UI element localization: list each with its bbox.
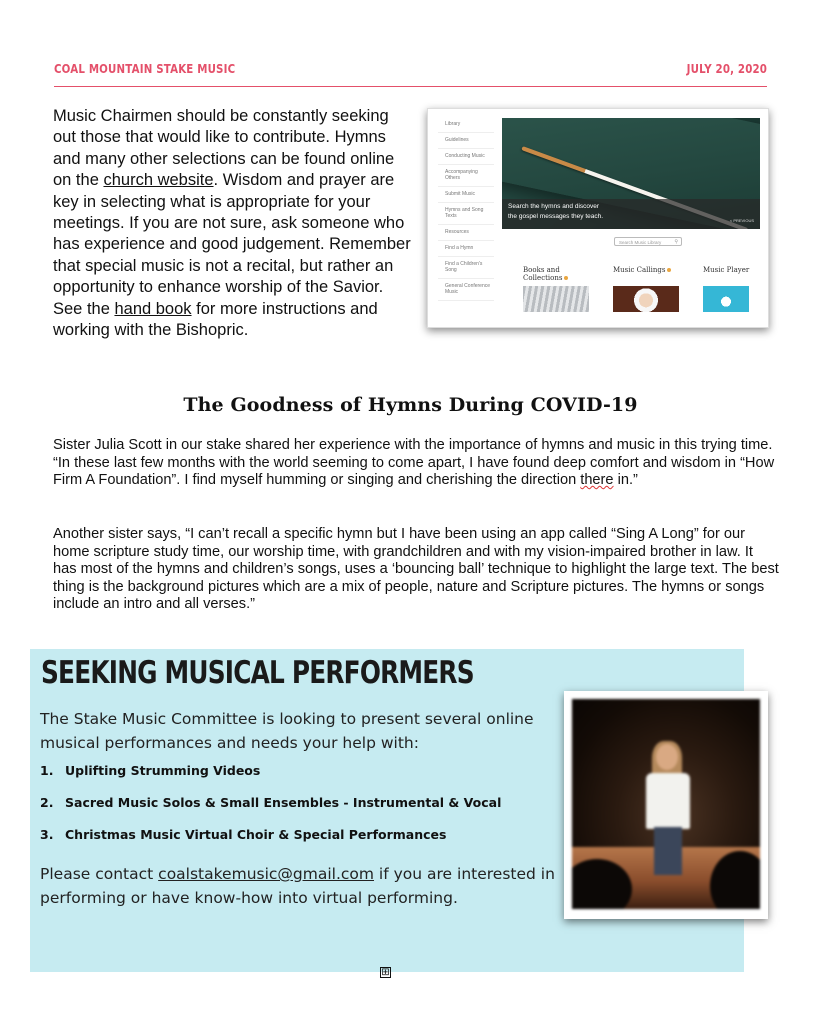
hero-caption: Search the hymns and discover the gospel messages they teach. [502,199,760,229]
hero-previous: < PREVIOUS [729,218,754,223]
sidebar-item: Hymns and Song Texts [438,203,494,225]
performance-list [40,763,501,859]
sidebar-item: Find a Children's Song [438,257,494,279]
list-item: 3. Christmas Music Virtual Choir & Special Performances [40,827,447,842]
church-website-link[interactable]: church website [103,171,214,190]
sidebar-item: Library [438,117,494,133]
hero-image [502,118,760,229]
screenshot-sidebar [438,117,494,301]
list-item: 1. Uplifting Strumming Videos [40,763,261,778]
sidebar-item: Submit Music [438,187,494,203]
section-title-hymns: The Goodness of Hymns During COVID-19 [183,394,638,416]
music-library-screenshot [427,108,769,328]
arrow-icon [667,268,671,272]
screenshot-search: Search Music Library ⚲ [614,237,682,246]
sidebar-item: Conducting Music [438,149,494,165]
performer-photo [564,691,768,919]
contact-paragraph: Please contact coalstakemusic@gmail.com if you are interested in performing or have know-how into virtual performing. [40,865,555,907]
player-thumbnail [703,286,749,312]
sidebar-item: Find a Hymn [438,241,494,257]
handbook-link[interactable]: hand book [114,299,192,318]
newsletter-masthead: COAL MOUNTAIN STAKE MUSIC [54,61,236,76]
sidebar-item: General Conference Music [438,279,494,301]
books-thumbnail [523,286,589,312]
card-books: Books and Collections [523,266,593,282]
issue-date: JULY 20, 2020 [686,61,767,76]
sidebar-item: Accompanying Others [438,165,494,187]
testimony-paragraph-2: Another sister says, “I can’t recall a specific hymn but I have been using an app called “Sing A Long” for our home scripture study time, our worship time, with grandchildren and with my vision-impaired brother in law. It has most of the hymns and children’s songs, uses a ‘bouncing ball’ technique to highlight the large text. The best thing is the background pictures which are a mix of people, nature and Scripture pictures. The hymns or songs include an intro and all verses.” [53,526,779,613]
performer-image [572,699,760,909]
intro-paragraph: Music Chairmen should be constantly seeking out those that would like to contribute. Hymns and many other selections can be found online on the church website. Wisdom and prayer are key in selecting what is appropriate for your meetings. If you are not sure, ask someone who has experience and good judgement. Remember that special music is not a recital, but rather an opportunity to enhance worship of the Savior. See the hand book for more instructions and working with the Bishopric. [53,107,411,340]
section-title-performers: SEEKING MUSICAL PERFORMERS [41,655,474,691]
list-item: 2. Sacred Music Solos & Small Ensembles - Instrumental & Vocal [40,795,502,810]
arrow-icon [564,276,568,280]
header-divider [54,86,767,87]
search-icon: ⚲ [674,239,678,245]
testimony-paragraph-1: Sister Julia Scott in our stake shared her experience with the importance of hymns and music in this trying time. “In these last few months with the world seeming to come apart, I have found deep comfort and wisdom in “How Firm A Foundation”. I find myself humming or singing and cherishing the direction there in.” [53,437,775,489]
callings-thumbnail [613,286,679,312]
sidebar-item: Guidelines [438,133,494,149]
add-block-icon[interactable]: ⊞ [381,967,390,978]
performers-intro: The Stake Music Committee is looking to present several online musical performances and needs your help with: [40,710,534,752]
card-callings: Music Callings [613,266,683,274]
email-link[interactable]: coalstakemusic@gmail.com [158,865,374,883]
sidebar-item: Resources [438,225,494,241]
card-player: Music Player [703,266,773,274]
